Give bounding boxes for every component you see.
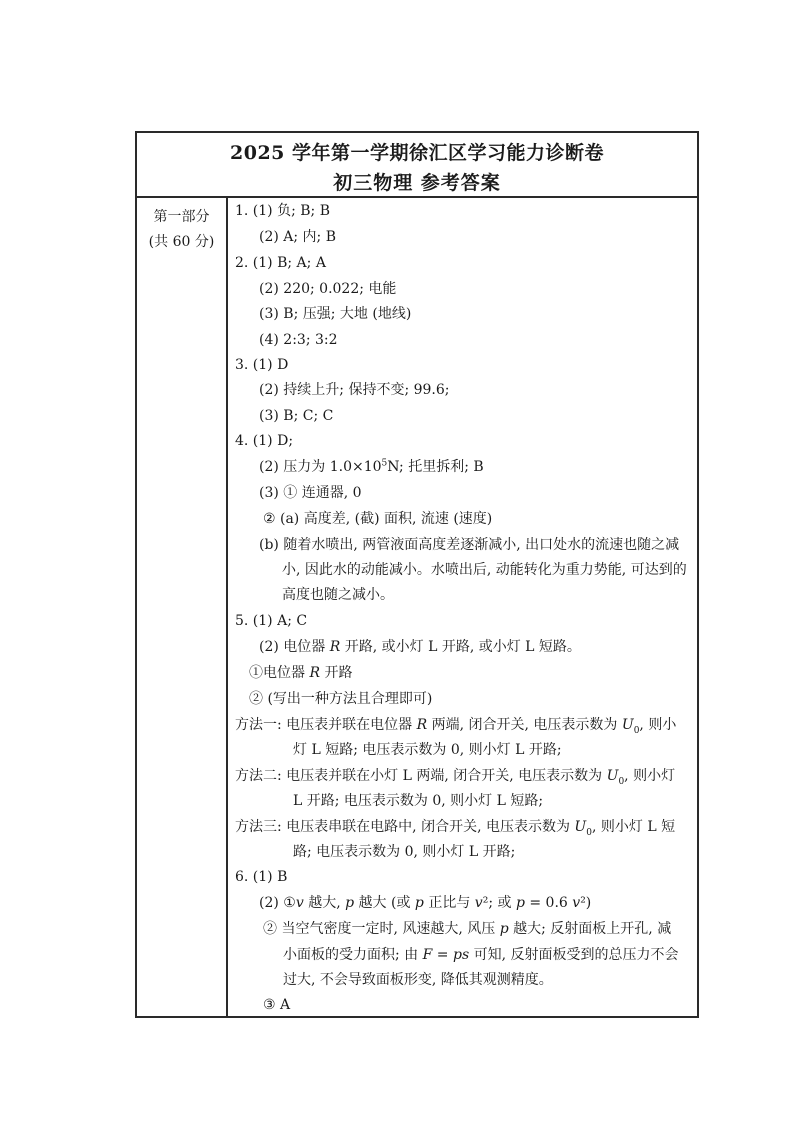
- answer-line: 过大, 不会导致面板形变, 降低其观测精度。: [283, 972, 553, 988]
- answer-line: (3) ① 连通器, 0: [259, 485, 362, 501]
- answer-line: (4) 2:3; 3:2: [259, 332, 338, 348]
- answer-line: (3) B; C; C: [259, 408, 334, 424]
- answer-line: (2) 220; 0.022; 电能: [259, 281, 397, 297]
- answer-line: 高度也随之减小。: [282, 587, 394, 603]
- part-label: 第一部分: [153, 209, 210, 225]
- answer-line: 小面板的受力面积; 由 F = ps 可知, 反射面板受到的总压力不会: [283, 947, 679, 963]
- answer-line: ①电位器 R 开路: [249, 665, 353, 681]
- answer-line: 3. (1) D: [235, 357, 289, 373]
- answer-line: ② (写出一种方法且合理即可): [249, 691, 433, 707]
- answer-line: (2) 持续上升; 保持不变; 99.6;: [259, 382, 450, 398]
- answer-line: (3) B; 压强; 大地 (地线): [259, 306, 412, 322]
- answer-line: 灯 L 短路; 电压表示数为 0, 则小灯 L 开路;: [293, 742, 562, 758]
- answer-line: (2) 电位器 R 开路, 或小灯 L 开路, 或小灯 L 短路。: [259, 639, 581, 655]
- document-title: 2025 学年第一学期徐汇区学习能力诊断卷: [230, 142, 604, 164]
- column-divider: [226, 198, 228, 1016]
- answer-line: 1. (1) 负; B; B: [235, 203, 330, 219]
- answer-line: 小, 因此水的动能减小。水喷出后, 动能转化为重力势能, 可达到的: [282, 562, 687, 578]
- answer-line: ② (a) 高度差, (截) 面积, 流速 (速度): [263, 511, 493, 527]
- answer-line: L 开路; 电压表示数为 0, 则小灯 L 短路;: [293, 793, 544, 809]
- answer-line: 5. (1) A; C: [235, 613, 308, 629]
- answer-line: 2. (1) B; A; A: [235, 255, 326, 271]
- answer-line: (b) 随着水喷出, 两管液面高度差逐渐减小, 出口处水的流速也随之减: [259, 537, 680, 553]
- answer-line: (2) A; 内; B: [259, 229, 337, 245]
- answer-line: 方法二: 电压表并联在小灯 L 两端, 闭合开关, 电压表示数为 $U_0$, 则小灯: [235, 768, 676, 787]
- answer-line: 6. (1) B: [235, 869, 288, 885]
- part-score: (共 60 分): [148, 234, 215, 250]
- answer-line: ② 当空气密度一定时, 风速越大, 风压 p 越大; 反射面板上开孔, 减: [263, 921, 672, 937]
- answer-line: 方法三: 电压表串联在电路中, 闭合开关, 电压表示数为 $U_0$, 则小灯 L 短: [235, 819, 676, 838]
- answer-table: [135, 131, 699, 1018]
- answer-line: 4. (1) D;: [235, 433, 294, 449]
- answer-line: 路; 电压表示数为 0, 则小灯 L 开路;: [293, 844, 516, 860]
- answer-line: ③ A: [263, 997, 291, 1013]
- document-subtitle: 初三物理 参考答案: [333, 172, 501, 194]
- table-header: [137, 133, 697, 198]
- answer-line: (2) 压力为 $1.0\times 10^5N$; 托里拆利; B: [259, 458, 484, 475]
- answer-line: (2) ①v 越大, p 越大 (或 p 正比与 v²; 或 p = 0.6 v²): [259, 895, 592, 911]
- answer-line: 方法一: 电压表并联在电位器 R 两端, 闭合开关, 电压表示数为 $U_0$, 则小: [235, 717, 677, 736]
